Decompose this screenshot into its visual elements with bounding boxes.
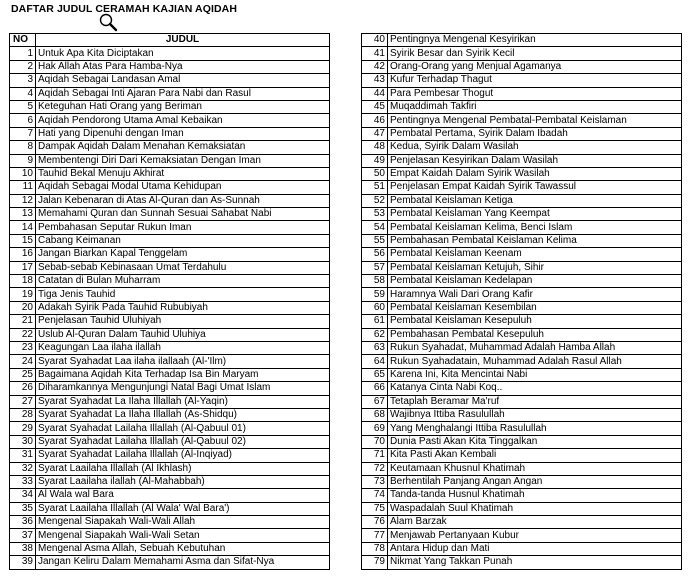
- row-title: Nikmat Yang Takkan Punah: [388, 556, 682, 569]
- row-number: 27: [10, 395, 36, 408]
- table-row: [10, 489, 330, 502]
- row-title: Syarat Syahadat La Ilaha Illallah (Al-Yaqin): [36, 395, 330, 408]
- table-row: [362, 328, 682, 341]
- row-title: Cabang Keimanan: [36, 234, 330, 247]
- table-row: [10, 462, 330, 475]
- table-row: [10, 475, 330, 488]
- row-title: Untuk Apa Kita Diciptakan: [36, 47, 330, 60]
- row-title: Para Pembesar Thogut: [388, 87, 682, 100]
- row-number: 73: [362, 475, 388, 488]
- magnifier-icon[interactable]: [98, 12, 118, 32]
- table-row: [362, 234, 682, 247]
- table-row: [362, 141, 682, 154]
- row-number: 17: [10, 261, 36, 274]
- row-title: Al Wala wal Bara: [36, 489, 330, 502]
- row-number: 33: [10, 475, 36, 488]
- row-title: Aqidah Sebagai Inti Ajaran Para Nabi dan Rasul: [36, 87, 330, 100]
- table-row: [10, 261, 330, 274]
- row-title: Syarat Laailaha Illallah (Al Ikhlash): [36, 462, 330, 475]
- table-row: [362, 341, 682, 354]
- titles-table-right-body: [362, 34, 682, 570]
- page-title: DAFTAR JUDUL CERAMAH KAJIAN AQIDAH: [11, 3, 238, 15]
- table-row: [10, 288, 330, 301]
- table-row: [362, 422, 682, 435]
- row-title: Dunia Pasti Akan Kita Tinggalkan: [388, 435, 682, 448]
- table-row: [362, 154, 682, 167]
- row-title: Pentingnya Mengenal Kesyirikan: [388, 34, 682, 47]
- row-title: Penjelasan Kesyirikan Dalam Wasilah: [388, 154, 682, 167]
- row-title: Membentengi Diri Dari Kemaksiatan Dengan Iman: [36, 154, 330, 167]
- row-number: 37: [10, 529, 36, 542]
- table-row: [362, 542, 682, 555]
- table-row: [10, 422, 330, 435]
- row-title: Karena Ini, Kita Mencintai Nabi: [388, 368, 682, 381]
- row-number: 66: [362, 382, 388, 395]
- row-title: Pembatal Keislaman Ketiga: [388, 194, 682, 207]
- row-title: Empat Kaidah Dalam Syirik Wasilah: [388, 167, 682, 180]
- table-row: [362, 127, 682, 140]
- table-row: [362, 208, 682, 221]
- table-row: [10, 194, 330, 207]
- row-number: 67: [362, 395, 388, 408]
- row-title: Catatan di Bulan Muharram: [36, 275, 330, 288]
- row-title: Waspadalah Suul Khatimah: [388, 502, 682, 515]
- row-title: Pembatal Keislaman Kedelapan: [388, 275, 682, 288]
- row-number: 47: [362, 127, 388, 140]
- row-number: 57: [362, 261, 388, 274]
- row-number: 54: [362, 221, 388, 234]
- table-row: [10, 395, 330, 408]
- row-title: Pembatal Keislaman Kelima, Benci Islam: [388, 221, 682, 234]
- table-row: [10, 315, 330, 328]
- row-number: 59: [362, 288, 388, 301]
- row-number: 44: [362, 87, 388, 100]
- column-header-judul: JUDUL: [36, 34, 330, 47]
- row-number: 14: [10, 221, 36, 234]
- row-title: Rukun Syahadatain, Muhammad Adalah Rasul Allah: [388, 355, 682, 368]
- row-number: 19: [10, 288, 36, 301]
- table-row: [10, 221, 330, 234]
- row-title: Katanya Cinta Nabi Koq..: [388, 382, 682, 395]
- row-title: Syarat Laailaha Illallah (Al Wala' Wal Bara'): [36, 502, 330, 515]
- row-number: 55: [362, 234, 388, 247]
- table-row: [10, 87, 330, 100]
- row-number: 51: [362, 181, 388, 194]
- table-row: [362, 449, 682, 462]
- row-title: Syarat Syahadat Lailaha Illallah (Al-Qabuul 01): [36, 422, 330, 435]
- table-row: [362, 288, 682, 301]
- row-number: 46: [362, 114, 388, 127]
- table-row: [10, 60, 330, 73]
- table-row: [10, 154, 330, 167]
- table-row: [362, 248, 682, 261]
- row-title: Aqidah Sebagai Landasan Amal: [36, 74, 330, 87]
- row-title: Alam Barzak: [388, 516, 682, 529]
- row-title: Jangan Keliru Dalam Memahami Asma dan Sifat-Nya: [36, 556, 330, 569]
- table-row: [362, 556, 682, 569]
- row-number: 68: [362, 408, 388, 421]
- row-number: 12: [10, 194, 36, 207]
- row-number: 62: [362, 328, 388, 341]
- row-number: 63: [362, 341, 388, 354]
- row-number: 50: [362, 167, 388, 180]
- row-number: 20: [10, 301, 36, 314]
- row-number: 4: [10, 87, 36, 100]
- row-number: 34: [10, 489, 36, 502]
- row-number: 41: [362, 47, 388, 60]
- table-row: [362, 74, 682, 87]
- row-number: 21: [10, 315, 36, 328]
- row-number: 70: [362, 435, 388, 448]
- row-number: 60: [362, 301, 388, 314]
- table-row: [362, 516, 682, 529]
- table-row: [10, 275, 330, 288]
- table-row: [362, 502, 682, 515]
- table-row: [362, 275, 682, 288]
- table-row: [362, 181, 682, 194]
- row-number: 38: [10, 542, 36, 555]
- table-header-row: [10, 34, 330, 47]
- row-title: Syarat Syahadat La Ilaha Illallah (As-Shidqu): [36, 408, 330, 421]
- row-number: 79: [362, 556, 388, 569]
- row-title: Orang-Orang yang Menjual Agamanya: [388, 60, 682, 73]
- row-number: 64: [362, 355, 388, 368]
- row-title: Syarat Syahadat Lailaha Illallah (Al-Inqiyad): [36, 449, 330, 462]
- row-number: 35: [10, 502, 36, 515]
- table-row: [10, 435, 330, 448]
- row-title: Jalan Kebenaran di Atas Al-Quran dan As-Sunnah: [36, 194, 330, 207]
- row-number: 49: [362, 154, 388, 167]
- table-row: [362, 355, 682, 368]
- table-row: [362, 382, 682, 395]
- row-title: Tanda-tanda Husnul Khatimah: [388, 489, 682, 502]
- row-title: Pentingnya Mengenal Pembatal-Pembatal Keislaman: [388, 114, 682, 127]
- row-number: 40: [362, 34, 388, 47]
- table-row: [10, 328, 330, 341]
- row-number: 45: [362, 100, 388, 113]
- row-title: Mengenal Siapakah Wali-Wali Setan: [36, 529, 330, 542]
- table-row: [10, 100, 330, 113]
- row-title: Pembahasan Pembatal Keislaman Kelima: [388, 234, 682, 247]
- row-title: Syarat Syahadat Lailaha Illallah (Al-Qabuul 02): [36, 435, 330, 448]
- row-title: Penjelasan Empat Kaidah Syirik Tawassul: [388, 181, 682, 194]
- row-number: 6: [10, 114, 36, 127]
- row-title: Uslub Al-Quran Dalam Tauhid Uluhiya: [36, 328, 330, 341]
- table-row: [362, 529, 682, 542]
- table-row: [362, 301, 682, 314]
- row-number: 15: [10, 234, 36, 247]
- row-title: Hati yang Dipenuhi dengan Iman: [36, 127, 330, 140]
- row-title: Haramnya Wali Dari Orang Kafir: [388, 288, 682, 301]
- row-number: 28: [10, 408, 36, 421]
- row-number: 1: [10, 47, 36, 60]
- row-number: 72: [362, 462, 388, 475]
- table-row: [10, 248, 330, 261]
- table-row: [362, 114, 682, 127]
- row-number: 3: [10, 74, 36, 87]
- row-title: Berhentilah Panjang Angan Angan: [388, 475, 682, 488]
- row-number: 25: [10, 368, 36, 381]
- row-title: Diharamkannya Mengunjungi Natal Bagi Umat Islam: [36, 382, 330, 395]
- table-row: [362, 47, 682, 60]
- row-number: 53: [362, 208, 388, 221]
- row-title: Wajibnya Ittiba Rasulullah: [388, 408, 682, 421]
- row-title: Pembatal Keislaman Kesepuluh: [388, 315, 682, 328]
- row-title: Menjawab Pertanyaan Kubur: [388, 529, 682, 542]
- row-number: 18: [10, 275, 36, 288]
- row-title: Tetaplah Beramar Ma'ruf: [388, 395, 682, 408]
- row-title: Keagungan Laa ilaha ilallah: [36, 341, 330, 354]
- column-header-no: NO: [10, 34, 36, 47]
- row-title: Penjelasan Tauhid Uluhiyah: [36, 315, 330, 328]
- table-row: [10, 234, 330, 247]
- row-number: 78: [362, 542, 388, 555]
- table-row: [10, 301, 330, 314]
- row-title: Pembatal Keislaman Keenam: [388, 248, 682, 261]
- row-title: Rukun Syahadat, Muhammad Adalah Hamba Allah: [388, 341, 682, 354]
- table-row: [10, 556, 330, 569]
- row-number: 61: [362, 315, 388, 328]
- row-title: Syirik Besar dan Syirik Kecil: [388, 47, 682, 60]
- row-title: Pembahasan Pembatal Kesepuluh: [388, 328, 682, 341]
- row-number: 2: [10, 60, 36, 73]
- row-title: Syarat Syahadat Laa ilaha ilallaah (Al-'Ilm): [36, 355, 330, 368]
- row-number: 65: [362, 368, 388, 381]
- row-number: 76: [362, 516, 388, 529]
- table-row: [10, 542, 330, 555]
- table-row: [10, 408, 330, 421]
- row-title: Pembatal Keislaman Ketujuh, Sihir: [388, 261, 682, 274]
- table-row: [10, 502, 330, 515]
- row-title: Bagaimana Aqidah Kita Terhadap Isa Bin Maryam: [36, 368, 330, 381]
- table-row: [362, 34, 682, 47]
- table-row: [10, 181, 330, 194]
- row-number: 74: [362, 489, 388, 502]
- row-number: 5: [10, 100, 36, 113]
- row-number: 23: [10, 341, 36, 354]
- row-title: Tauhid Bekal Menuju Akhirat: [36, 167, 330, 180]
- row-number: 71: [362, 449, 388, 462]
- row-number: 10: [10, 167, 36, 180]
- row-number: 30: [10, 435, 36, 448]
- row-title: Hak Allah Atas Para Hamba-Nya: [36, 60, 330, 73]
- row-number: 36: [10, 516, 36, 529]
- table-row: [10, 47, 330, 60]
- row-number: 22: [10, 328, 36, 341]
- row-title: Sebab-sebab Kebinasaan Umat Terdahulu: [36, 261, 330, 274]
- row-number: 16: [10, 248, 36, 261]
- table-row: [10, 529, 330, 542]
- table-row: [10, 355, 330, 368]
- table-row: [362, 315, 682, 328]
- table-row: [362, 87, 682, 100]
- row-number: 77: [362, 529, 388, 542]
- titles-table-left-body: [10, 47, 330, 569]
- row-number: 8: [10, 141, 36, 154]
- table-row: [10, 167, 330, 180]
- row-title: Memahami Quran dan Sunnah Sesuai Sahabat Nabi: [36, 208, 330, 221]
- row-number: 32: [10, 462, 36, 475]
- row-number: 29: [10, 422, 36, 435]
- row-title: Mengenal Asma Allah, Sebuah Kebutuhan: [36, 542, 330, 555]
- row-title: Pembatal Pertama, Syirik Dalam Ibadah: [388, 127, 682, 140]
- row-title: Muqaddimah Takfiri: [388, 100, 682, 113]
- row-number: 69: [362, 422, 388, 435]
- row-title: Keteguhan Hati Orang yang Beriman: [36, 100, 330, 113]
- table-row: [362, 221, 682, 234]
- row-title: Tiga Jenis Tauhid: [36, 288, 330, 301]
- row-title: Yang Menghalangi Ittiba Rasulullah: [388, 422, 682, 435]
- row-number: 52: [362, 194, 388, 207]
- table-row: [10, 368, 330, 381]
- table-row: [362, 167, 682, 180]
- row-number: 26: [10, 382, 36, 395]
- row-title: Pembahasan Seputar Rukun Iman: [36, 221, 330, 234]
- table-row: [10, 516, 330, 529]
- table-row: [362, 368, 682, 381]
- table-row: [362, 462, 682, 475]
- row-number: 31: [10, 449, 36, 462]
- row-number: 7: [10, 127, 36, 140]
- row-number: 39: [10, 556, 36, 569]
- row-number: 75: [362, 502, 388, 515]
- row-number: 43: [362, 74, 388, 87]
- row-title: Kita Pasti Akan Kembali: [388, 449, 682, 462]
- table-row: [10, 114, 330, 127]
- table-row: [362, 395, 682, 408]
- row-title: Aqidah Pendorong Utama Amal Kebaikan: [36, 114, 330, 127]
- row-title: Pembatal Keislaman Yang Keempat: [388, 208, 682, 221]
- row-number: 58: [362, 275, 388, 288]
- row-number: 48: [362, 141, 388, 154]
- row-title: Mengenal Siapakah Wali-Wali Allah: [36, 516, 330, 529]
- table-row: [10, 208, 330, 221]
- row-number: 42: [362, 60, 388, 73]
- table-row: [362, 475, 682, 488]
- row-number: 56: [362, 248, 388, 261]
- table-row: [362, 261, 682, 274]
- table-row: [362, 435, 682, 448]
- table-row: [362, 60, 682, 73]
- row-title: Kedua, Syirik Dalam Wasilah: [388, 141, 682, 154]
- table-row: [362, 489, 682, 502]
- row-number: 13: [10, 208, 36, 221]
- row-title: Kufur Terhadap Thagut: [388, 74, 682, 87]
- row-number: 9: [10, 154, 36, 167]
- titles-table-left: [9, 33, 330, 570]
- row-title: Jangan Biarkan Kapal Tenggelam: [36, 248, 330, 261]
- table-row: [10, 141, 330, 154]
- table-row: [362, 194, 682, 207]
- row-number: 24: [10, 355, 36, 368]
- row-title: Antara Hidup dan Mati: [388, 542, 682, 555]
- row-title: Adakah Syirik Pada Tauhid Rububiyah: [36, 301, 330, 314]
- table-row: [10, 74, 330, 87]
- table-row: [10, 341, 330, 354]
- table-row: [10, 449, 330, 462]
- table-row: [10, 127, 330, 140]
- table-row: [362, 408, 682, 421]
- row-title: Pembatal Keislaman Kesembilan: [388, 301, 682, 314]
- row-number: 11: [10, 181, 36, 194]
- row-title: Syarat Laailaha ilallah (Al-Mahabbah): [36, 475, 330, 488]
- titles-table-right: [361, 33, 682, 570]
- row-title: Keutamaan Khusnul Khatimah: [388, 462, 682, 475]
- row-title: Aqidah Sebagai Modal Utama Kehidupan: [36, 181, 330, 194]
- table-row: [10, 382, 330, 395]
- row-title: Dampak Aqidah Dalam Menahan Kemaksiatan: [36, 141, 330, 154]
- table-row: [362, 100, 682, 113]
